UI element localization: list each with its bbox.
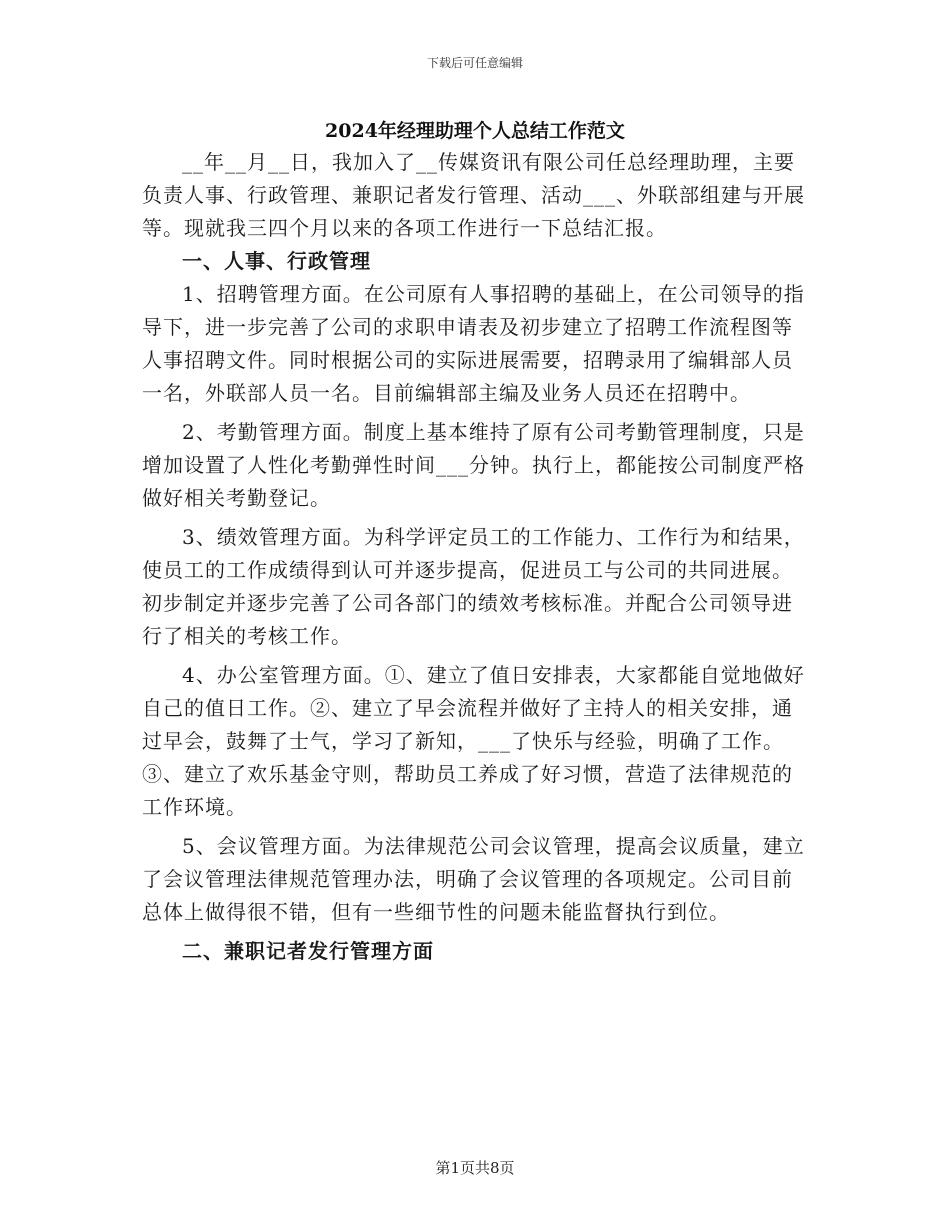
paragraph-performance: 3、绩效管理方面。为科学评定员工的工作能力、工作行为和结果，使员工的工作成绩得到认可并逐步提高，促进员工与公司的共同进展。初步制定并逐步完善了公司各部门的绩效考核标准。并配合公司领导进行了相关的考核工作。	[142, 525, 805, 648]
section-heading-2: 二、兼职记者发行管理方面	[182, 939, 434, 963]
paragraph-office: 4、办公室管理方面。①、建立了值日安排表，大家都能自觉地做好自己的值日工作。②、建立了早会流程并做好了主持人的相关安排，通过早会，鼓舞了士气，学习了新知，___了快乐与经验，明确了工作。③、建立了欢乐基金守则，帮助员工养成了好习惯，营造了法律规范的工作环境。	[142, 663, 805, 819]
paragraph-recruitment: 1、招聘管理方面。在公司原有人事招聘的基础上，在公司领导的指导下，进一步完善了公司的求职申请表及初步建立了招聘工作流程图等人事招聘文件。同时根据公司的实际进展需要，招聘录用了编辑部人员一名，外联部人员一名。目前编辑部主编及业务人员还在招聘中。	[142, 282, 805, 405]
paragraph-attendance: 2、考勤管理方面。制度上基本维持了原有公司考勤管理制度，只是增加设置了人性化考勤弹性时间___分钟。执行上，都能按公司制度严格做好相关考勤登记。	[142, 420, 805, 510]
intro-paragraph: __年__月__日，我加入了__传媒资讯有限公司任总经理助理，主要负责人事、行政管理、兼职记者发行管理、活动___、外联部组建与开展等。现就我三四个月以来的各项工作进行一下总结汇报。	[142, 150, 805, 240]
header-note: 下载后可任意编辑	[426, 56, 523, 70]
document-title: 2024年经理助理个人总结工作范文	[325, 120, 625, 142]
section-heading-1: 一、人事、行政管理	[182, 249, 371, 273]
paragraph-meetings: 5、会议管理方面。为法律规范公司会议管理，提高会议质量，建立了会议管理法律规范管理办法，明确了会议管理的各项规定。公司目前总体上做得很不错，但有一些细节性的问题未能监督执行到位。	[142, 834, 805, 924]
document-body	[142, 146, 810, 968]
page-number: 第1页共8页	[435, 1159, 515, 1177]
